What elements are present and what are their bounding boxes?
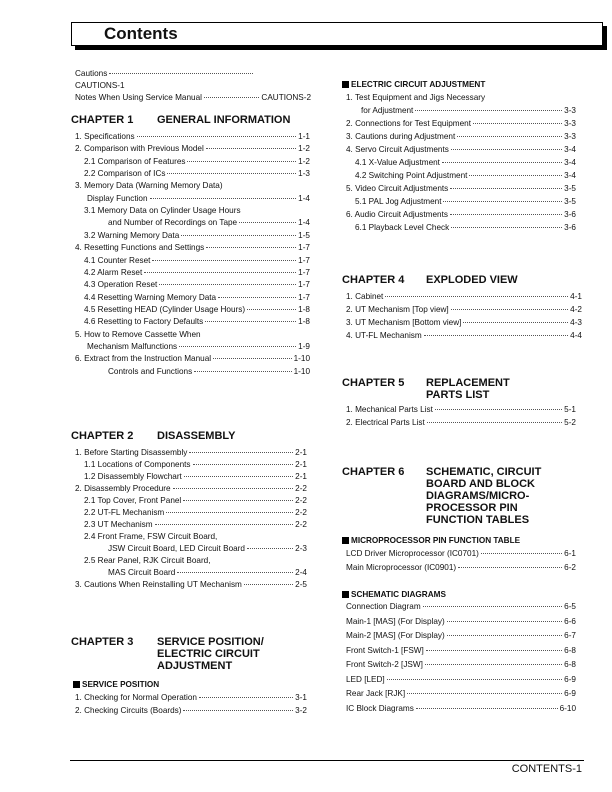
toc-entry[interactable] — [108, 544, 307, 554]
toc-entry-label: 2. Electrical Parts List — [346, 418, 425, 427]
section-service-position: SERVICE POSITION — [73, 680, 159, 689]
section-microprocessor-pin-function: MICROPROCESSOR PIN FUNCTION TABLE — [342, 536, 520, 545]
toc-entry[interactable] — [75, 330, 310, 340]
toc-entry-page: 1-4 — [298, 193, 310, 203]
leader-dots — [442, 162, 562, 163]
toc-entry-page: 1-7 — [298, 280, 310, 290]
toc-entry-label: 5.1 PAL Jog Adjustment — [355, 197, 442, 206]
leader-dots — [183, 500, 293, 501]
toc-entry[interactable] — [75, 132, 310, 142]
toc-entry-label: 5. Video Circuit Adjustments — [346, 184, 449, 193]
preface-cautions-1: CAUTIONS-1 — [75, 81, 125, 90]
toc-entry[interactable] — [84, 206, 310, 216]
toc-entry-page: 6-1 — [564, 549, 576, 558]
toc-entry[interactable] — [75, 580, 307, 590]
toc-entry[interactable] — [361, 106, 576, 116]
leader-dots — [189, 452, 293, 453]
toc-entry-label: 4. UT-FL Mechanism — [346, 331, 422, 340]
toc-entry-page: 1-7 — [298, 267, 310, 277]
toc-entry-page: 2-4 — [295, 568, 307, 577]
toc-entry[interactable] — [355, 223, 576, 233]
toc-entry[interactable] — [346, 305, 582, 315]
toc-entry[interactable] — [84, 460, 307, 470]
toc-entry[interactable] — [346, 660, 576, 670]
leader-dots — [206, 148, 296, 149]
toc-entry-page: 2-1 — [295, 460, 307, 469]
toc-entry[interactable] — [346, 617, 576, 627]
toc-entry-label: 4.3 Operation Reset — [84, 280, 158, 290]
toc-entry-label: 2. Connections for Test Equipment — [346, 119, 472, 128]
toc-entry-page: 1-8 — [298, 304, 310, 314]
toc-entry[interactable] — [75, 693, 307, 703]
leader-dots — [426, 650, 562, 651]
leader-dots — [152, 260, 296, 261]
toc-entry-page: 3-4 — [564, 171, 576, 180]
bullet-square-icon — [73, 681, 80, 688]
leader-dots — [473, 123, 562, 124]
toc-entry-label: 1. Cabinet — [346, 292, 384, 301]
toc-entry-label: Mechanism Malfunctions — [87, 341, 178, 351]
toc-entry-label: 2. Checking Circuits (Boards) — [75, 705, 182, 715]
toc-entry[interactable] — [75, 181, 310, 191]
toc-entry-page: 1-2 — [298, 156, 310, 166]
toc-entry-page: 1-2 — [298, 144, 310, 154]
toc-entry-label: LCD Driver Microprocessor (IC0701) — [346, 549, 479, 558]
toc-entry-page: 3-1 — [295, 693, 307, 702]
toc-entry-label: 2.3 UT Mechanism — [84, 520, 153, 529]
toc-entry-label: 2.2 Comparison of ICs — [84, 169, 166, 179]
toc-entry[interactable] — [346, 418, 576, 428]
toc-entry-label: 1.1 Locations of Components — [84, 460, 191, 469]
toc-entry-label: 2.4 Front Frame, FSW Circuit Board, — [84, 532, 218, 541]
toc-entry-page: 1-9 — [298, 341, 310, 351]
toc-entry-page: 3-3 — [564, 132, 576, 141]
toc-entry[interactable] — [87, 342, 310, 352]
preface-notes[interactable]: Notes When Using Service Manual CAUTIONS-2 — [75, 93, 311, 102]
leader-dots — [423, 606, 563, 607]
bullet-square-icon — [342, 591, 349, 598]
leader-dots — [415, 110, 562, 111]
toc-entry-page: 3-3 — [564, 106, 576, 115]
leader-dots — [159, 284, 296, 285]
toc-entry-page: 1-4 — [298, 218, 310, 228]
leader-dots — [463, 322, 568, 323]
bullet-square-icon — [342, 81, 349, 88]
leader-dots — [173, 488, 294, 489]
toc-entry[interactable] — [346, 549, 576, 559]
toc-entry[interactable] — [108, 568, 307, 578]
toc-entry[interactable] — [84, 508, 307, 518]
toc-entry-page: 3-2 — [295, 705, 307, 715]
toc-entry-label: 4.6 Resetting to Factory Defaults — [84, 317, 204, 327]
toc-entry-page: 3-6 — [564, 210, 576, 219]
leader-dots — [435, 409, 562, 410]
leader-dots — [450, 214, 562, 215]
toc-entry-page: 2-2 — [295, 520, 307, 529]
toc-entry[interactable] — [75, 354, 310, 364]
toc-entry-label: JSW Circuit Board, LED Circuit Board — [108, 544, 245, 553]
toc-entry-label: Main-1 [MAS] (For Display) — [346, 616, 445, 626]
toc-entry-label: 2.1 Top Cover, Front Panel — [84, 496, 182, 505]
toc-entry-page: 2-2 — [295, 508, 307, 517]
toc-entry-label: IC Block Diagrams — [346, 703, 414, 713]
toc-entry-page: 6-5 — [564, 602, 576, 611]
toc-entry[interactable] — [84, 520, 307, 530]
toc-entry[interactable] — [84, 305, 310, 315]
toc-entry-label: 3. Cautions When Reinstalling UT Mechanism — [75, 580, 242, 589]
toc-entry[interactable] — [346, 318, 582, 328]
leader-dots — [213, 358, 292, 359]
toc-entry-page: 1-7 — [298, 292, 310, 302]
leader-dots — [469, 175, 562, 176]
leader-dots — [443, 201, 562, 202]
toc-entry-page: 2-1 — [295, 472, 307, 481]
toc-entry[interactable] — [84, 157, 310, 167]
toc-entry-page: 5-1 — [564, 405, 576, 414]
toc-entry-label: Connection Diagram — [346, 602, 421, 611]
toc-entry-page: 1-7 — [298, 243, 310, 253]
toc-entry[interactable] — [75, 484, 307, 494]
toc-entry-label: Main-2 [MAS] (For Display) — [346, 631, 445, 640]
leader-dots — [425, 664, 562, 665]
toc-entry-page: 6-8 — [564, 660, 576, 669]
toc-entry-label: Rear Jack [RJK] — [346, 689, 406, 698]
leader-dots — [206, 247, 296, 248]
leader-dots — [155, 524, 294, 525]
toc-entry[interactable] — [355, 171, 576, 181]
toc-entry[interactable] — [346, 563, 576, 573]
toc-entry[interactable] — [75, 706, 307, 716]
leader-dots — [144, 272, 296, 273]
toc-entry[interactable] — [84, 293, 310, 303]
leader-dots — [387, 679, 562, 680]
title-box — [71, 22, 605, 48]
toc-entry-label: 1. Checking for Normal Operation — [75, 693, 197, 702]
toc-entry-page: 3-5 — [564, 197, 576, 206]
toc-entry-page: 1-5 — [298, 230, 310, 240]
leader-dots — [193, 464, 294, 465]
toc-entry[interactable] — [84, 280, 310, 290]
toc-entry[interactable] — [355, 197, 576, 207]
toc-entry[interactable] — [346, 93, 576, 103]
toc-entry[interactable] — [108, 218, 310, 228]
toc-entry-page: 3-3 — [564, 119, 576, 128]
toc-entry-label: Controls and Functions — [108, 366, 193, 376]
leader-dots — [447, 635, 562, 636]
leader-dots — [177, 572, 293, 573]
toc-entry[interactable] — [84, 231, 310, 241]
toc-entry[interactable] — [75, 243, 310, 253]
toc-entry[interactable] — [84, 256, 310, 266]
toc-entry-page: 4-1 — [570, 292, 582, 301]
toc-entry-page: 1-10 — [293, 354, 310, 364]
leader-dots — [205, 321, 296, 322]
toc-entry-page: 5-2 — [564, 418, 576, 427]
leader-dots — [244, 584, 293, 585]
toc-entry-page: 1-3 — [298, 169, 310, 179]
toc-entry-label: 4. Servo Circuit Adjustments — [346, 145, 449, 154]
toc-entry-page: 6-6 — [564, 616, 576, 626]
toc-entry-label: 4.2 Switching Point Adjustment — [355, 171, 468, 180]
toc-entry[interactable] — [84, 532, 307, 542]
toc-entry-page: 6-10 — [559, 703, 576, 713]
toc-entry-label: Main Microprocessor (IC0901) — [346, 563, 457, 572]
toc-entry-page: 1-7 — [298, 255, 310, 265]
toc-entry[interactable] — [87, 194, 310, 204]
toc-entry[interactable] — [355, 158, 576, 168]
toc-entry-label: 4.2 Alarm Reset — [84, 267, 143, 277]
leader-dots — [451, 149, 562, 150]
leader-dots — [416, 708, 558, 709]
footer-page-label: CONTENTS-1 — [511, 763, 582, 775]
toc-entry-page: 6-8 — [564, 645, 576, 655]
leader-dots — [427, 422, 562, 423]
toc-entry[interactable] — [346, 631, 576, 641]
leader-dots — [407, 693, 562, 694]
toc-entry-label: 4.4 Resetting Warning Memory Data — [84, 292, 217, 302]
leader-dots — [167, 173, 296, 174]
toc-entry[interactable] — [84, 556, 307, 566]
toc-entry-label: 2.2 UT-FL Mechanism — [84, 508, 165, 517]
leader-dots — [150, 198, 297, 199]
leader-dots — [137, 136, 297, 137]
leader-dots — [247, 309, 296, 310]
toc-entry[interactable] — [84, 169, 310, 179]
toc-entry-page: 6-7 — [564, 631, 576, 640]
toc-entry-page: 6-9 — [564, 674, 576, 684]
toc-entry[interactable] — [346, 210, 576, 220]
section-electric-circuit-adjustment: ELECTRIC CIRCUIT ADJUSTMENT — [342, 80, 485, 89]
section-schematic-diagrams: SCHEMATIC DIAGRAMS — [342, 590, 446, 599]
toc-entry-page: 3-4 — [564, 145, 576, 154]
leader-dots — [424, 335, 568, 336]
toc-entry-label: 3.1 Memory Data on Cylinder Usage Hours — [84, 206, 241, 216]
toc-entry[interactable] — [84, 496, 307, 506]
toc-entry-label: 1. Mechanical Parts List — [346, 405, 433, 414]
toc-entry-label: 1.2 Disassembly Flowchart — [84, 472, 182, 481]
toc-entry-label: Display Function — [87, 193, 148, 203]
leader-dots — [194, 371, 291, 372]
leader-dots — [239, 222, 296, 223]
leader-dots — [450, 188, 562, 189]
title-frame — [71, 22, 603, 46]
toc-entry-page: 2-2 — [295, 484, 307, 493]
toc-entry[interactable] — [75, 144, 310, 154]
leader-dots — [385, 296, 568, 297]
toc-entry-label: 2. Disassembly Procedure — [75, 484, 171, 493]
toc-entry-page: 2-2 — [295, 496, 307, 505]
leader-dots — [187, 161, 296, 162]
toc-entry-page: 3-5 — [564, 184, 576, 193]
toc-entry-label: 1. Before Starting Disassembly — [75, 448, 188, 457]
toc-entry[interactable] — [346, 704, 576, 714]
toc-entry-page: 1-10 — [293, 366, 310, 376]
toc-entry[interactable] — [84, 317, 310, 327]
toc-entry-label: 2. Comparison with Previous Model — [75, 144, 204, 154]
leader-dots — [199, 697, 293, 698]
toc-entry-label: 4.1 X-Value Adjustment — [355, 158, 440, 167]
preface-cautions[interactable]: Cautions — [75, 69, 255, 79]
leader-dots — [179, 346, 296, 347]
toc-entry-label: 3. Memory Data (Warning Memory Data) — [75, 181, 223, 191]
toc-entry-label: Front Switch-1 [FSW] — [346, 645, 424, 655]
toc-entry[interactable] — [84, 268, 310, 278]
toc-entry-label: 6. Extract from the Instruction Manual — [75, 354, 212, 364]
bullet-square-icon — [342, 537, 349, 544]
toc-entry-page: 3-4 — [564, 158, 576, 167]
toc-entry-label: 4. Resetting Functions and Settings — [75, 243, 205, 253]
toc-entry[interactable] — [346, 602, 576, 612]
toc-entry[interactable] — [346, 292, 582, 302]
leader-dots — [447, 621, 562, 622]
toc-entry-label: 5. How to Remove Cassette When — [75, 329, 201, 339]
leader-dots — [457, 136, 562, 137]
toc-entry-label: for Adjustment — [361, 106, 414, 115]
toc-entry-label: 4.1 Counter Reset — [84, 255, 151, 265]
toc-entry-page: 4-4 — [570, 331, 582, 340]
toc-entry[interactable] — [346, 675, 576, 685]
toc-entry[interactable] — [108, 367, 310, 377]
toc-entry-label: 2.5 Rear Panel, RJK Circuit Board, — [84, 556, 211, 565]
toc-entry-label: 2. UT Mechanism [Top view] — [346, 305, 449, 314]
leader-dots — [451, 227, 562, 228]
leader-dots — [218, 297, 296, 298]
toc-entry-label: LED [LED] — [346, 674, 385, 684]
toc-entry[interactable] — [346, 119, 576, 129]
leader-dots — [166, 512, 293, 513]
leader-dots — [247, 548, 293, 549]
toc-entry-label: 3. Cautions during Adjustment — [346, 132, 456, 141]
toc-entry-label: 1. Specifications — [75, 132, 135, 141]
leader-dots — [458, 567, 562, 568]
leader-dots — [183, 710, 293, 711]
toc-entry-label: Front Switch-2 [JSW] — [346, 660, 423, 669]
leader-dots — [184, 476, 293, 477]
page-title: Contents — [104, 24, 178, 43]
toc-entry[interactable] — [346, 646, 576, 656]
leader-dots — [181, 235, 296, 236]
toc-entry-label: MAS Circuit Board — [108, 568, 176, 577]
toc-entry-page: 2-5 — [295, 580, 307, 589]
toc-entry-page: 2-3 — [295, 544, 307, 553]
toc-entry-page: 4-2 — [570, 305, 582, 314]
toc-entry-label: 6. Audio Circuit Adjustments — [346, 210, 448, 219]
leader-dots — [451, 309, 568, 310]
toc-entry-page: 6-9 — [564, 689, 576, 698]
toc-entry[interactable] — [75, 448, 307, 458]
toc-entry-label: 4.5 Resetting HEAD (Cylinder Usage Hours) — [84, 304, 246, 314]
toc-entry-label: 3.2 Warning Memory Data — [84, 230, 180, 240]
toc-entry[interactable] — [346, 145, 576, 155]
toc-entry-page: 4-3 — [570, 318, 582, 327]
toc-entry-label: 2.1 Comparison of Features — [84, 156, 186, 166]
toc-entry-label: 1. Test Equipment and Jigs Necessary — [346, 93, 486, 102]
toc-entry-page: 1-8 — [298, 317, 310, 327]
footer-rule — [70, 760, 584, 761]
toc-entry-label: 3. UT Mechanism [Bottom view] — [346, 318, 462, 327]
toc-entry[interactable] — [84, 472, 307, 482]
toc-entry-page: 2-1 — [295, 448, 307, 457]
toc-entry-label: and Number of Recordings on Tape — [108, 218, 238, 228]
toc-entry-page: 3-6 — [564, 223, 576, 232]
toc-entry[interactable] — [346, 689, 576, 699]
toc-entry[interactable] — [346, 184, 576, 194]
toc-entry[interactable] — [346, 405, 576, 415]
toc-entry[interactable] — [346, 331, 582, 341]
toc-entry-page: 6-2 — [564, 563, 576, 572]
toc-entry[interactable] — [346, 132, 576, 142]
toc-entry-label: 6.1 Playback Level Check — [355, 223, 450, 232]
toc-entry-page: 1-1 — [298, 132, 310, 141]
leader-dots — [481, 553, 562, 554]
